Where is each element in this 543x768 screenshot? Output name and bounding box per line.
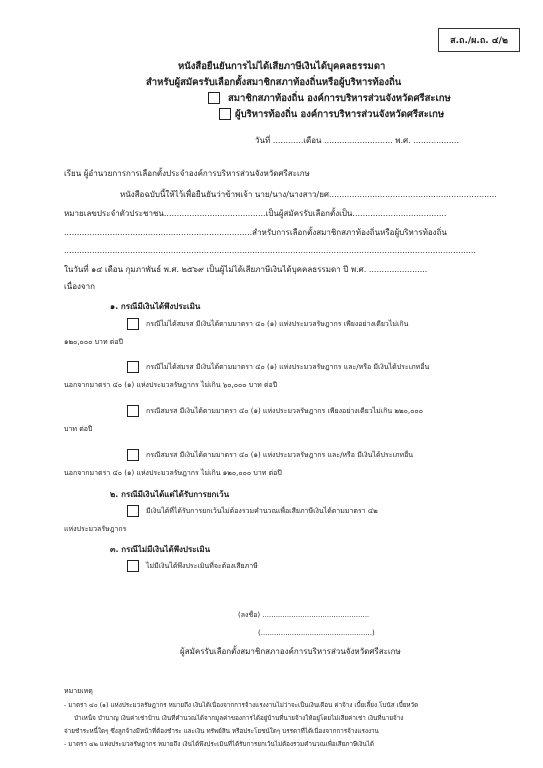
note-line-2: บำเหน็จ บำนาญ เงินค่าเช่าบ้าน เงินที่คำนวณได้จากมูลค่าของการได้อยู่บ้านที่นายจ้างให้อยู่โดยไม่เสียค่าเช่า เงินที่นายจ้าง <box>74 715 404 722</box>
body-paragraph-5: ในวันที่ ๑๔ เดือน กุมภาพันธ์ พ.ศ. ๒๕๖๙ เป็นผู้ไม่ได้เสียภาษีเงินได้บุคคลธรรมดา ปี พ.ศ. ....................... <box>64 265 428 274</box>
body-paragraph-1: หนังสือฉบับนี้ให้ไว้เพื่อยืนยันว่าข้าพเจ้า นาย/นาง/นางสาว/ยศ.................................................................. <box>120 190 497 199</box>
signature-name-line: (..................................................) <box>258 629 375 637</box>
section-2-item-line-b: แห่งประมวลรัษฎากร <box>64 525 127 533</box>
section-1-item-2-checkbox[interactable] <box>127 361 139 373</box>
section-3-heading: ๓. กรณีไม่มีเงินได้พึงประเมิน <box>110 545 211 554</box>
option-council-member-checkbox[interactable] <box>208 92 220 104</box>
section-2-item-checkbox[interactable] <box>127 505 139 517</box>
date-line: วันที่ ............เดือน ........................... พ.ศ. .................. <box>255 136 459 145</box>
section-1-item-1-line-b: ๑๒๐,๐๐๐ บาท ต่อปี <box>64 338 124 346</box>
option-executive-label: ผู้บริหารท้องถิ่น องค์การบริหารส่วนจังหวัดศรีสะเกษ <box>235 109 445 120</box>
section-1-item-3-line-b: บาท ต่อปี <box>64 425 93 433</box>
note-line-3: จ่ายชำระหนี้ใดๆ ซึ่งลูกจ้างมีหน้าที่ต้องชำระ และเงิน ทรัพย์สิน หรือประโยชน์ใดๆ บรรดาที่ได้เนื่องจากการจ้างแรงงาน <box>64 728 379 735</box>
section-1-item-4-line-b: นอกจากมาตรา ๔๐ (๑) แห่งประมวลรัษฎากร ไม่เกิน ๑๒๐,๐๐๐ บาท ต่อปี <box>64 469 282 477</box>
section-1-item-1-line-a: กรณีไม่ได้สมรส มีเงินได้ตามมาตรา ๔๐ (๑) แห่งประมวลรัษฎากร เพียงอย่างเดียวไม่เกิน <box>146 320 409 328</box>
section-2-item-line-a: มีเงินได้ที่ได้รับการยกเว้นไม่ต้องรวมคำนวณเพื่อเสียภาษีเงินได้ตามมาตรา ๔๒ <box>146 507 378 515</box>
section-1-item-4-checkbox[interactable] <box>127 449 139 461</box>
section-1-heading: ๑. กรณีมีเงินได้พึงประเมิน <box>110 302 201 311</box>
body-paragraph-6: เนื่องจาก <box>64 282 95 291</box>
form-number: ส.ถ./ผ.ถ. ๔/๒ <box>450 36 508 46</box>
body-paragraph-2: หมายเลขประจำตัวประชาชน........................................เป็นผู้สมัครรับเลือกตั้งเป็น..................................... <box>64 209 447 218</box>
option-executive-checkbox[interactable] <box>219 108 231 120</box>
body-paragraph-3: ..........................................................................สำหรับการเลือกตั้งสมาชิกสภาท้องถิ่นหรือผู้บริหารท้องถิ่น <box>64 228 447 237</box>
form-number-box <box>438 28 520 52</box>
salutation: เรียน ผู้อำนวยการการเลือกตั้งประจำองค์การบริหารส่วนจังหวัดศรีสะเกษ <box>64 169 310 178</box>
section-2-heading: ๒. กรณีมีเงินได้แต่ได้รับการยกเว้น <box>110 490 230 499</box>
section-1-item-4-line-a: กรณีสมรส มีเงินได้ตามมาตรา ๔๐ (๑) แห่งประมวลรัษฎากร และ/หรือ มีเงินได้ประเภทอื่น <box>146 451 414 459</box>
section-1-item-2-line-a: กรณีไม่ได้สมรส มีเงินได้ตามมาตรา ๔๐ (๑) แห่งประมวลรัษฎากร และ/หรือ มีเงินได้ประเภทอื่น <box>146 363 430 371</box>
note-line-1: - มาตรา ๔๐ (๑) แห่งประมวลรัษฎากร หมายถึง เงินได้เนื่องจากการจ้างแรงงานไม่ว่าจะเป็นเงินเดือน ค่าจ้าง เบี้ยเลี้ยง โบนัส เบี้ยหวัด <box>64 702 419 709</box>
signature-line: (ลงชื่อ) ................................................ <box>238 611 370 619</box>
section-1-item-1-checkbox[interactable] <box>127 318 139 330</box>
body-paragraph-4: .................................................................................................................................................................. <box>64 246 476 255</box>
section-3-item-checkbox[interactable] <box>127 560 139 572</box>
title-line-1: หนังสือยืนยันการไม่ได้เสียภาษีเงินได้บุคคลธรรมดา <box>178 61 386 72</box>
option-council-member-label: สมาชิกสภาท้องถิ่น องค์การบริหารส่วนจังหวัดศรีสะเกษ <box>228 93 451 104</box>
signature-role: ผู้สมัครรับเลือกตั้งสมาชิกสภาองค์การบริหารส่วนจังหวัดศรีสะเกษ <box>180 647 401 656</box>
title-line-2: สำหรับผู้สมัครรับเลือกตั้งสมาชิกสภาท้องถิ่นหรือผู้บริหารท้องถิ่น <box>146 77 402 88</box>
section-1-item-3-line-a: กรณีสมรส มีเงินได้ตามมาตรา ๔๐ (๑) แห่งประมวลรัษฎากร เพียงอย่างเดียวไม่เกิน ๒๒๐,๐๐๐ <box>146 407 423 415</box>
section-1-item-2-line-b: นอกจากมาตรา ๔๐ (๑) แห่งประมวลรัษฎากร ไม่เกิน ๖๐,๐๐๐ บาท ต่อปี <box>64 381 278 389</box>
note-line-4: - มาตรา ๔๒ แห่งประมวลรัษฎากร หมายถึง เงินได้พึงประเมินที่ได้รับการยกเว้นไม่ต้องรวมคำนวณเพื่อเสียภาษีเงินได้ <box>64 741 374 748</box>
notes-title: หมายเหตุ <box>64 687 93 695</box>
section-1-item-3-checkbox[interactable] <box>127 405 139 417</box>
section-3-item-label: ไม่มีเงินได้พึงประเมินที่จะต้องเสียภาษี <box>146 562 258 570</box>
